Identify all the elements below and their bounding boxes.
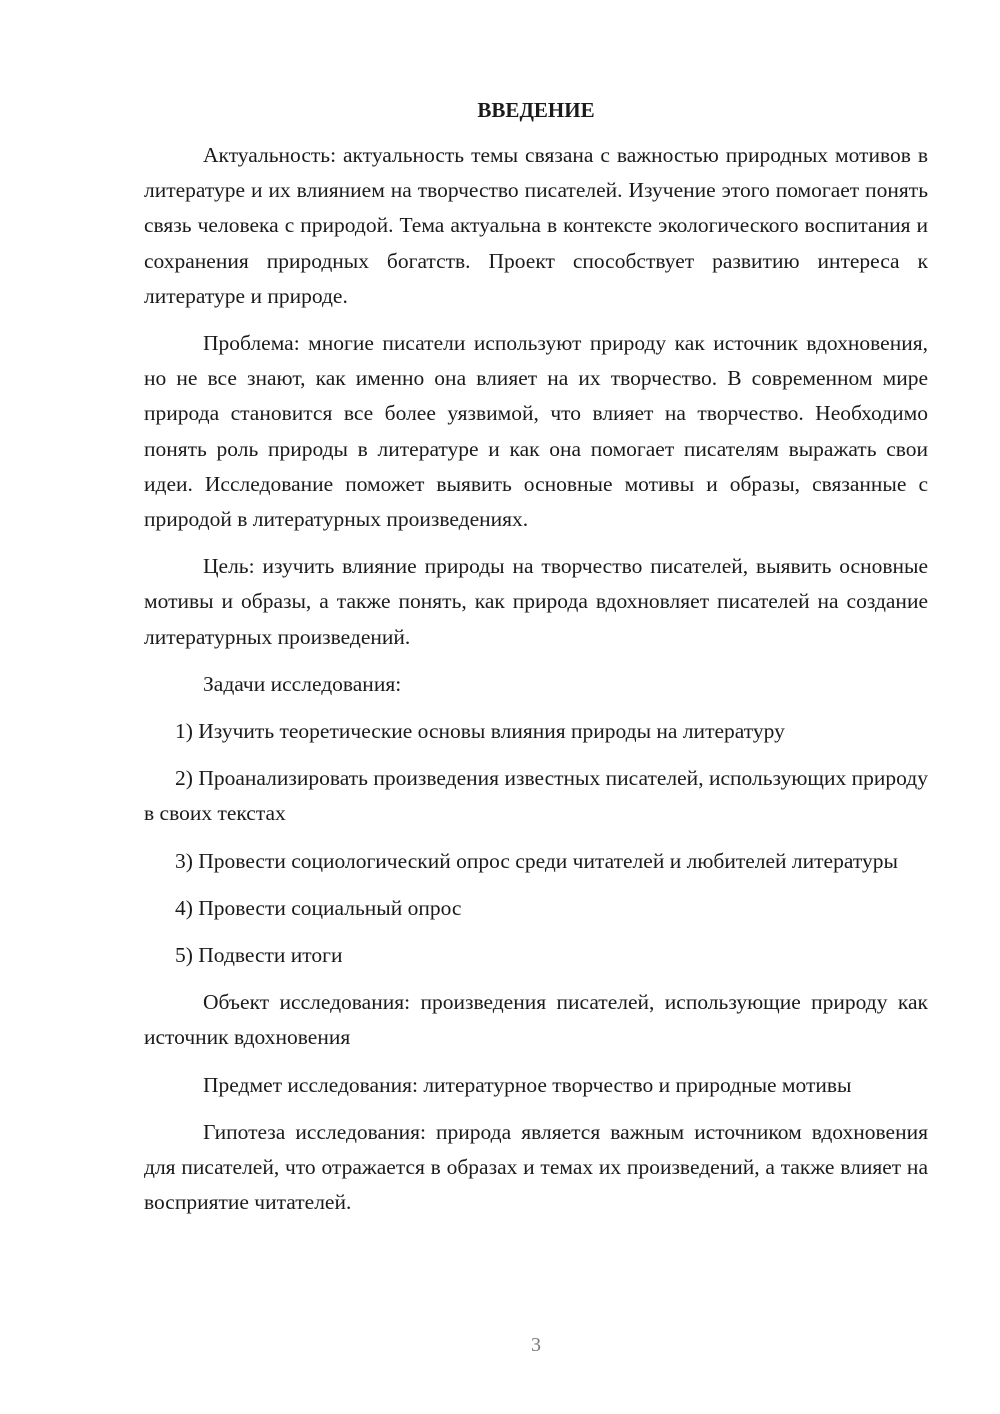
paragraph-object: Объект исследования: произведения писателей, использующие природу как источник вдохновения	[144, 990, 928, 1050]
task-item-1: 1) Изучить теоретические основы влияния природы на литературу	[175, 719, 785, 744]
paragraph-tasks-heading: Задачи исследования:	[203, 671, 402, 696]
paragraph-hypothesis: Гипотеза исследования: природа является важным источником вдохновения для писателей, что отражается в образах и темах их произведений, а также влияет на восприятие читателей.	[144, 1119, 928, 1215]
page-number: 3	[531, 1334, 541, 1356]
paragraph-relevance: Актуальность: актуальность темы связана с важностью природных мотивов в литературе и их влиянием на творчество писателей. Изучение этого помогает понять связь человека с природой. Тема актуальна в контексте экологического воспитания и сохранения природных богатств. Проект способствует развитию интереса к литературе и природе.	[144, 143, 928, 308]
task-item-3: 3) Провести социологический опрос среди читателей и любителей литературы	[175, 848, 898, 873]
paragraph-goal: Цель: изучить влияние природы на творчество писателей, выявить основные мотивы и образы, а также понять, как природа вдохновляет писателей на создание литературных произведений.	[144, 554, 928, 649]
task-item-4: 4) Провести социальный опрос	[175, 895, 462, 920]
task-item-5: 5) Подвести итоги	[175, 943, 343, 968]
task-item-2: 2) Проанализировать произведения известных писателей, использующих природу в своих текстах	[144, 766, 928, 826]
paragraph-problem: Проблема: многие писатели используют природу как источник вдохновения, но не все знают, как именно она влияет на их творчество. В современном мире природа становится все более уязвимой, что влияет на творчество. Необходимо понять роль природы в литературе и как она помогает писателям выражать свои идеи. Исследование поможет выявить основные мотивы и образы, связанные с природой в литературных произведениях.	[144, 331, 928, 532]
document-page	[144, 96, 928, 1232]
page-title: ВВЕДЕНИЕ	[477, 98, 595, 122]
paragraph-subject: Предмет исследования: литературное творчество и природные мотивы	[203, 1072, 852, 1097]
